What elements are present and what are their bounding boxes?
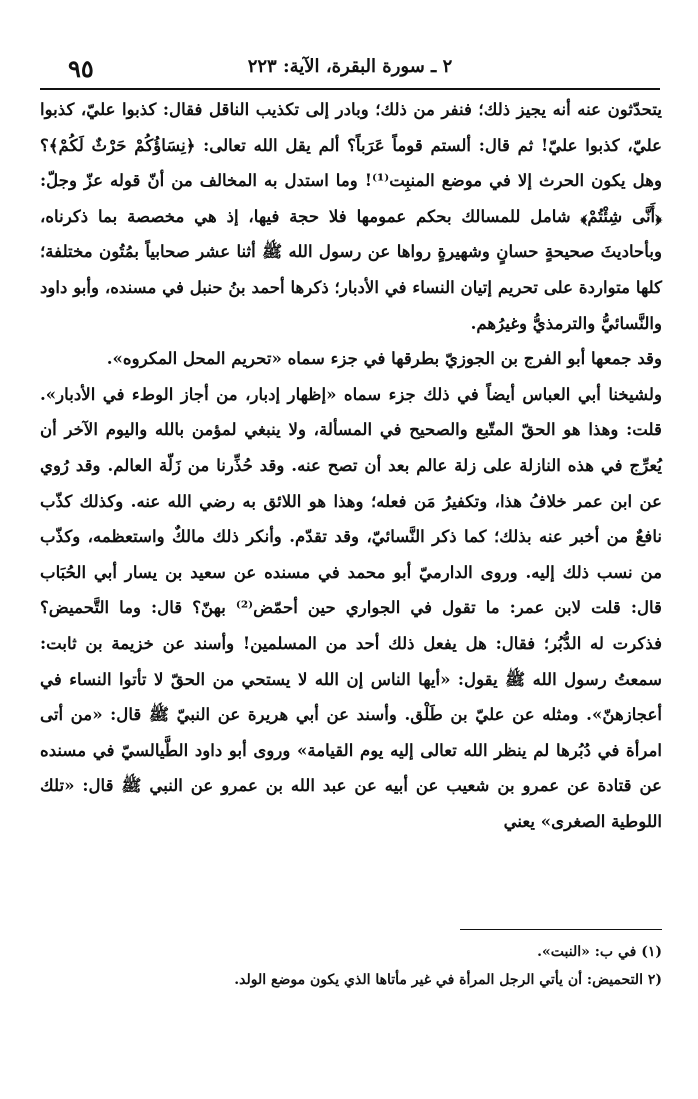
- paragraph: وقد جمعها أبو الفرج بن الجوزيّ بطرقها في جزء سماه «تحريم المحل المكروه».: [106, 348, 662, 369]
- paragraph: يتحدّثون عنه أنه يجيز ذلك؛ فنفر من ذلك؛ وبادر إلى تكذيب الناقل فقال: كذبوا عليّ، كذبوا عليّ، كذبوا عليّ! ثم قال: ألستم قوماً عَرَباً؟ ألم يقل الله تعالى: ﴿نِسَاؤُكُمْ حَرْثٌ لَكُمْ﴾؟ وهل يكون الحرث إلا في موضع المنبِت⁽¹⁾! وما استدل به المخالف من أنّ قوله عزّ وجلّ: ﴿أَنَّى شِئْتُمْ﴾ شامل للمسالك بحكم عمومها فلا حجة فيها، إذ هي مخصصة بما ذكرناه، وبأحاديثَ صحيحةٍ حسانٍ وشهيرةٍ رواها عن رسول الله ﷺ أثنا عشر صحابياً بمُتُون مختلفة؛ كلها متواردة على تحريم إتيان النساء في الأدبار؛ ذكرها أحمد بنُ حنبل في مسنده، وأبو داود والنَّسائيُّ والترمذيُّ وغيرُهم.: [40, 99, 662, 333]
- footnotes: [40, 938, 662, 994]
- page-header: [40, 52, 660, 90]
- body-text: [40, 92, 662, 839]
- paragraph: ولشيخنا أبي العباس أيضاً في ذلك جزء سماه «إظهار إدبار، من أجاز الوطء في الأدبار». قلت: وهذا هو الحقّ المتّبع والصحيح في المسألة، ولا ينبغي لمؤمن بالله واليوم الآخر أن يُعرِّج في هذه النازلة على زلة عالم بعد أن تصح عنه. وقد حُذِّرنا من زَلّة العالم. وقد رُوي عن ابن عمر خلافُ هذا، وتكفيرُ مَن فعله؛ وهذا هو اللائق به رضي الله عنه. وكذلك كذّب نافعٌ من أخبر عنه بذلك؛ كما ذكر النَّسائيّ، وقد تقدّم. وأنكر ذلك مالكٌ واستعظمه، وكذّب من نسب ذلك إليه. وروى الدارميّ أبو محمد في مسنده عن سعيد بن يسار أبي الحُبَاب قال: قلت لابن عمر: ما تقول في الجواري حين أحمّض⁽²⁾ بهنّ؟ قال: وما التَّحميض؟ فذكرت له الدُّبُر؛ فقال: هل يفعل ذلك أحد من المسلمين! وأسند عن خزيمة بن ثابت: سمعتُ رسول الله ﷺ يقول: «أيها الناس إن الله لا يستحي من الحقّ لا تأتوا النساء في أعجازهنّ». ومثله عن عليّ بن طَلْق. وأسند عن أبي هريرة عن النبيّ ﷺ قال: «من أتى امرأة في دُبُرها لم ينظر الله تعالى إليه يوم القيامة» وروى أبو داود الطَّيالسيّ في مسنده عن قتادة عن عمرو بن شعيب عن أبيه عن عبد الله بن عمرو عن النبي ﷺ قال: «تلك اللوطية الصغرى» يعني: [40, 383, 662, 831]
- footnote: (٢ التحميض: أن يأتي الرجل المرأة في غير مأتاها الذي يكون موضع الولد.: [234, 972, 662, 988]
- page-number: ٩٥: [68, 54, 94, 83]
- running-title: ٢ ـ سورة البقرة، الآية: ٢٢٣: [247, 56, 453, 77]
- footnote: (١) في ب: «النبت».: [537, 944, 662, 960]
- footnote-divider: [460, 929, 662, 930]
